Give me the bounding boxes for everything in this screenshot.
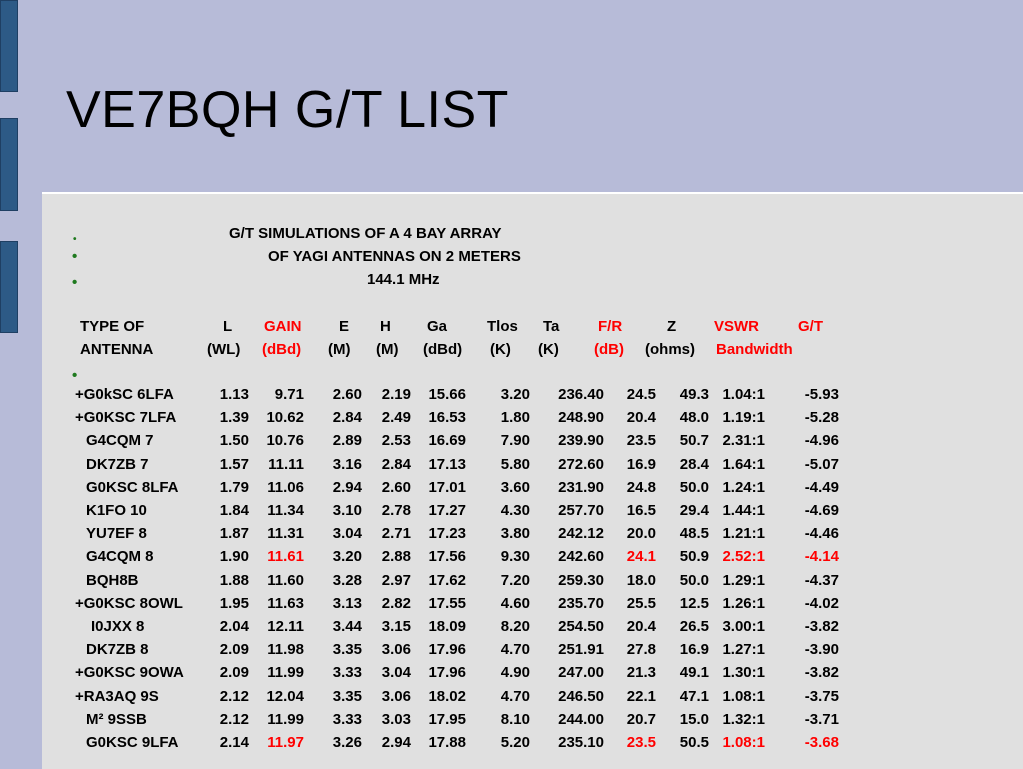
- cell-e: 2.89: [332, 432, 362, 449]
- cell-vswr: 1.24:1: [722, 479, 765, 496]
- cell-z: 48.5: [679, 525, 709, 542]
- cell-ga: 17.56: [428, 548, 466, 565]
- cell-h: 2.78: [381, 502, 411, 519]
- cell-e: 3.20: [332, 548, 362, 565]
- antenna-name: I0JXX 8: [91, 618, 145, 635]
- cell-vswr: 1.30:1: [722, 664, 765, 681]
- cell-tlos: 9.30: [500, 548, 530, 565]
- header-fr: F/R: [598, 318, 623, 335]
- header-type-of: TYPE OF: [80, 318, 145, 335]
- cell-l: 1.95: [219, 595, 249, 612]
- antenna-name: K1FO 10: [86, 502, 147, 519]
- cell-z: 50.0: [679, 479, 709, 496]
- antenna-name: +G0KSC 8OWL: [75, 595, 183, 612]
- cell-e: 3.28: [332, 572, 362, 589]
- cell-gt: -3.90: [804, 641, 839, 658]
- cell-fr: 27.8: [626, 641, 656, 658]
- bullet: •: [72, 248, 78, 265]
- bullet: •: [73, 234, 77, 245]
- cell-vswr: 1.08:1: [722, 688, 765, 705]
- cell-fr: 24.8: [626, 479, 656, 496]
- side-tab-2: [0, 118, 18, 211]
- cell-h: 3.15: [381, 618, 411, 635]
- cell-tlos: 5.20: [500, 734, 530, 751]
- cell-e: 3.35: [332, 641, 362, 658]
- cell-ta: 239.90: [558, 432, 604, 449]
- antenna-name: BQH8B: [86, 572, 139, 589]
- cell-gt: -4.46: [804, 525, 839, 542]
- cell-fr: 23.5: [626, 734, 656, 751]
- cell-ta: 248.90: [558, 409, 604, 426]
- antenna-name: G0KSC 8LFA: [86, 479, 179, 496]
- cell-l: 1.39: [219, 409, 249, 426]
- side-tab-3: [0, 241, 18, 333]
- cell-vswr: 2.31:1: [722, 432, 765, 449]
- header-m-e: (M): [328, 341, 351, 358]
- cell-e: 3.26: [332, 734, 362, 751]
- sim-line-1: G/T SIMULATIONS OF A 4 BAY ARRAY: [229, 225, 502, 242]
- cell-e: 3.13: [332, 595, 362, 612]
- antenna-name: DK7ZB 7: [86, 456, 149, 473]
- header-tlos: Tlos: [487, 318, 518, 335]
- header-k-ta: (K): [538, 341, 559, 358]
- cell-gt: -4.37: [804, 572, 839, 589]
- cell-gt: -5.07: [804, 456, 839, 473]
- cell-fr: 24.1: [626, 548, 656, 565]
- cell-gain: 10.76: [266, 432, 304, 449]
- cell-tlos: 4.90: [500, 664, 530, 681]
- cell-gain: 11.99: [267, 664, 304, 681]
- cell-ta: 246.50: [558, 688, 604, 705]
- cell-vswr: 1.26:1: [722, 595, 765, 612]
- cell-fr: 16.9: [626, 456, 656, 473]
- antenna-name: M² 9SSB: [86, 711, 147, 728]
- cell-fr: 23.5: [626, 432, 656, 449]
- cell-z: 50.7: [679, 432, 709, 449]
- cell-l: 2.04: [219, 618, 249, 635]
- cell-l: 1.57: [219, 456, 249, 473]
- cell-ta: 242.12: [558, 525, 604, 542]
- cell-ta: 254.50: [558, 618, 604, 635]
- cell-ga: 17.27: [428, 502, 466, 519]
- cell-vswr: 1.44:1: [722, 502, 765, 519]
- cell-gt: -3.75: [804, 688, 839, 705]
- cell-l: 1.84: [219, 502, 249, 519]
- antenna-name: +G0KSC 7LFA: [75, 409, 177, 426]
- cell-vswr: 1.04:1: [722, 386, 765, 403]
- side-tab-1: [0, 0, 18, 92]
- cell-ta: 244.00: [558, 711, 604, 728]
- antenna-name: G4CQM 7: [86, 432, 154, 449]
- cell-h: 2.49: [381, 409, 411, 426]
- header-dbd: (dBd): [262, 341, 302, 358]
- cell-h: 3.06: [381, 641, 411, 658]
- cell-fr: 25.5: [626, 595, 656, 612]
- cell-e: 2.94: [332, 479, 362, 496]
- cell-fr: 21.3: [626, 664, 656, 681]
- cell-vswr: 3.00:1: [722, 618, 765, 635]
- cell-gain: 11.98: [267, 641, 304, 658]
- cell-ta: 231.90: [558, 479, 604, 496]
- cell-l: 2.12: [219, 711, 249, 728]
- header-antenna: ANTENNA: [80, 341, 154, 358]
- antenna-name: YU7EF 8: [86, 525, 147, 542]
- cell-gain: 11.31: [267, 525, 304, 542]
- cell-tlos: 4.60: [500, 595, 530, 612]
- cell-z: 16.9: [679, 641, 709, 658]
- header-gt: G/T: [798, 318, 823, 335]
- cell-l: 2.14: [219, 734, 249, 751]
- cell-gain: 9.71: [274, 386, 304, 403]
- cell-z: 50.0: [679, 572, 709, 589]
- cell-tlos: 5.80: [500, 456, 530, 473]
- header-ga: Ga: [427, 318, 448, 335]
- cell-z: 28.4: [679, 456, 709, 473]
- cell-h: 2.82: [381, 595, 411, 612]
- cell-e: 3.44: [332, 618, 362, 635]
- cell-e: 2.84: [332, 409, 362, 426]
- cell-ga: 16.69: [428, 432, 466, 449]
- cell-vswr: 1.64:1: [722, 456, 765, 473]
- cell-ta: 236.40: [558, 386, 604, 403]
- cell-z: 12.5: [679, 595, 709, 612]
- cell-fr: 16.5: [626, 502, 656, 519]
- cell-e: 3.10: [332, 502, 362, 519]
- cell-z: 49.3: [679, 386, 709, 403]
- content-panel: [42, 192, 1023, 769]
- cell-ga: 17.62: [428, 572, 466, 589]
- cell-h: 3.06: [381, 688, 411, 705]
- cell-vswr: 1.27:1: [722, 641, 765, 658]
- cell-tlos: 8.10: [500, 711, 530, 728]
- bullet: •: [72, 367, 78, 384]
- cell-tlos: 3.60: [500, 479, 530, 496]
- cell-ga: 17.23: [428, 525, 466, 542]
- cell-l: 1.79: [219, 479, 249, 496]
- cell-z: 15.0: [679, 711, 709, 728]
- cell-gain: 12.04: [266, 688, 304, 705]
- cell-ta: 247.00: [558, 664, 604, 681]
- cell-fr: 20.0: [626, 525, 656, 542]
- cell-vswr: 1.32:1: [722, 711, 765, 728]
- cell-ta: 235.10: [558, 734, 604, 751]
- cell-l: 1.13: [219, 386, 249, 403]
- cell-tlos: 3.20: [500, 386, 530, 403]
- header-e: E: [339, 318, 350, 335]
- cell-gain: 11.11: [268, 456, 304, 473]
- cell-gain: 11.60: [267, 572, 304, 589]
- cell-vswr: 1.08:1: [722, 734, 765, 751]
- cell-h: 2.19: [381, 386, 411, 403]
- cell-vswr: 2.52:1: [722, 548, 765, 565]
- cell-gain: 11.34: [267, 502, 304, 519]
- cell-h: 2.94: [381, 734, 411, 751]
- cell-l: 1.50: [219, 432, 249, 449]
- cell-ga: 17.96: [428, 664, 466, 681]
- cell-ta: 235.70: [558, 595, 604, 612]
- bullet: •: [72, 274, 78, 291]
- cell-h: 3.04: [381, 664, 411, 681]
- cell-gt: -3.82: [804, 664, 839, 681]
- cell-tlos: 3.80: [500, 525, 530, 542]
- cell-z: 48.0: [679, 409, 709, 426]
- header-db-fr: (dB): [594, 341, 624, 358]
- antenna-name: DK7ZB 8: [86, 641, 149, 658]
- cell-h: 2.88: [381, 548, 411, 565]
- cell-fr: 20.4: [626, 409, 656, 426]
- cell-ga: 18.09: [428, 618, 466, 635]
- header-h: H: [380, 318, 391, 335]
- cell-z: 26.5: [679, 618, 709, 635]
- cell-tlos: 7.90: [500, 432, 530, 449]
- cell-gt: -4.69: [804, 502, 839, 519]
- cell-gt: -4.49: [804, 479, 839, 496]
- cell-tlos: 8.20: [500, 618, 530, 635]
- cell-tlos: 4.70: [500, 641, 530, 658]
- cell-gt: -5.28: [804, 409, 839, 426]
- cell-ta: 251.91: [558, 641, 604, 658]
- cell-gt: -5.93: [804, 386, 839, 403]
- cell-gain: 11.99: [267, 711, 304, 728]
- antenna-name: +G0KSC 9OWA: [75, 664, 184, 681]
- cell-fr: 20.4: [626, 618, 656, 635]
- cell-ga: 17.95: [428, 711, 466, 728]
- cell-ga: 17.13: [428, 456, 466, 473]
- header-ta: Ta: [543, 318, 560, 335]
- antenna-name: G4CQM 8: [86, 548, 154, 565]
- cell-h: 3.03: [381, 711, 411, 728]
- header-m-h: (M): [376, 341, 399, 358]
- header-k-tlos: (K): [490, 341, 511, 358]
- cell-l: 2.09: [219, 664, 249, 681]
- cell-tlos: 7.20: [500, 572, 530, 589]
- cell-h: 2.97: [381, 572, 411, 589]
- cell-fr: 22.1: [626, 688, 656, 705]
- cell-l: 1.88: [219, 572, 249, 589]
- cell-e: 3.33: [332, 711, 362, 728]
- cell-z: 49.1: [679, 664, 709, 681]
- cell-fr: 20.7: [626, 711, 656, 728]
- cell-gain: 11.06: [267, 479, 304, 496]
- cell-ta: 257.70: [558, 502, 604, 519]
- header-l: L: [223, 318, 233, 335]
- cell-e: 3.33: [332, 664, 362, 681]
- header-vswr: VSWR: [714, 318, 759, 335]
- cell-gt: -3.82: [804, 618, 839, 635]
- cell-gt: -3.68: [804, 734, 839, 751]
- cell-h: 2.71: [381, 525, 411, 542]
- cell-tlos: 4.30: [500, 502, 530, 519]
- cell-l: 2.09: [219, 641, 249, 658]
- cell-ga: 17.55: [428, 595, 466, 612]
- page-title: VE7BQH G/T LIST: [66, 81, 509, 139]
- sim-line-2: OF YAGI ANTENNAS ON 2 METERS: [268, 248, 521, 265]
- cell-tlos: 4.70: [500, 688, 530, 705]
- cell-ta: 242.60: [558, 548, 604, 565]
- header-bandwidth: Bandwidth: [716, 341, 793, 358]
- cell-vswr: 1.21:1: [722, 525, 765, 542]
- cell-gain: 11.63: [267, 595, 304, 612]
- cell-e: 2.60: [332, 386, 362, 403]
- cell-ga: 15.66: [428, 386, 466, 403]
- cell-z: 47.1: [679, 688, 709, 705]
- cell-fr: 18.0: [626, 572, 656, 589]
- antenna-name: +RA3AQ 9S: [75, 688, 159, 705]
- header-dbd-ga: (dBd): [423, 341, 463, 358]
- cell-e: 3.35: [332, 688, 362, 705]
- cell-h: 2.53: [381, 432, 411, 449]
- header-wl: (WL): [207, 341, 241, 358]
- cell-ta: 259.30: [558, 572, 604, 589]
- cell-e: 3.04: [332, 525, 362, 542]
- cell-ga: 16.53: [428, 409, 466, 426]
- cell-z: 50.5: [679, 734, 709, 751]
- cell-h: 2.84: [381, 456, 411, 473]
- cell-vswr: 1.29:1: [722, 572, 765, 589]
- cell-l: 2.12: [219, 688, 249, 705]
- cell-vswr: 1.19:1: [722, 409, 765, 426]
- cell-tlos: 1.80: [500, 409, 530, 426]
- cell-ta: 272.60: [558, 456, 604, 473]
- cell-h: 2.60: [381, 479, 411, 496]
- cell-gain: 12.11: [267, 618, 304, 635]
- cell-gain: 10.62: [266, 409, 304, 426]
- cell-ga: 17.88: [428, 734, 466, 751]
- cell-ga: 18.02: [428, 688, 466, 705]
- cell-z: 29.4: [679, 502, 709, 519]
- header-ohms: (ohms): [645, 341, 695, 358]
- antenna-name: +G0kSC 6LFA: [75, 386, 174, 403]
- cell-gt: -4.14: [804, 548, 839, 565]
- antenna-name: G0KSC 9LFA: [86, 734, 179, 751]
- cell-gt: -4.96: [804, 432, 839, 449]
- cell-l: 1.87: [219, 525, 249, 542]
- cell-ga: 17.01: [428, 479, 466, 496]
- cell-l: 1.90: [219, 548, 249, 565]
- cell-gain: 11.61: [267, 548, 304, 565]
- cell-e: 3.16: [332, 456, 362, 473]
- cell-ga: 17.96: [428, 641, 466, 658]
- cell-gain: 11.97: [267, 734, 304, 751]
- header-z: Z: [667, 318, 677, 335]
- cell-gt: -4.02: [804, 595, 839, 612]
- header-gain: GAIN: [264, 318, 302, 335]
- cell-fr: 24.5: [626, 386, 656, 403]
- sim-line-3: 144.1 MHz: [367, 271, 440, 288]
- cell-z: 50.9: [679, 548, 709, 565]
- cell-gt: -3.71: [804, 711, 839, 728]
